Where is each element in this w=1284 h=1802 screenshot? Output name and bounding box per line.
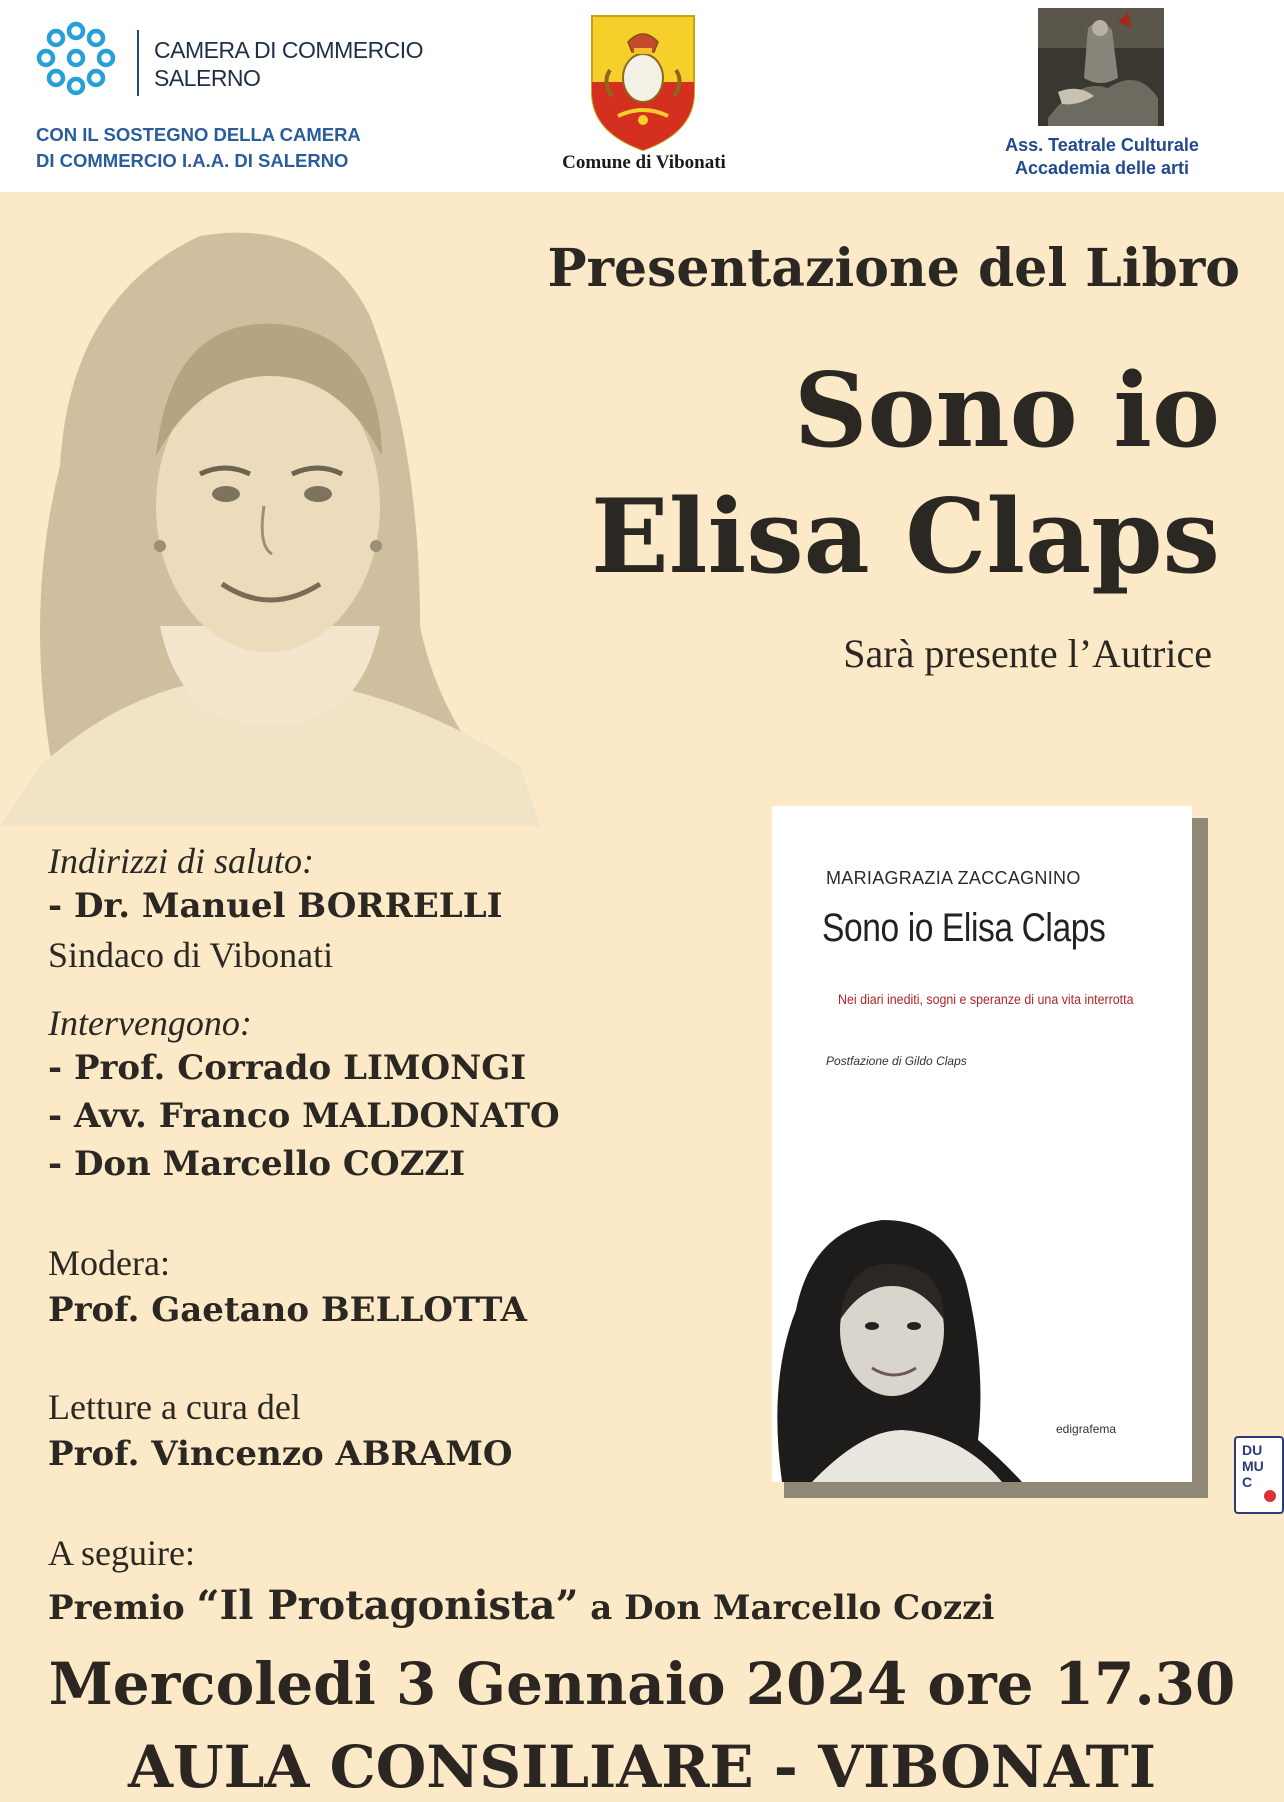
- support-line-1: CON IL SOSTEGNO DELLA CAMERA: [36, 124, 361, 145]
- book-cover-title: Sono io Elisa Claps: [822, 906, 1106, 950]
- speaker-item: - Prof. Corrado LIMONGI: [48, 1048, 527, 1088]
- stamp-line: C: [1242, 1474, 1253, 1490]
- greeting-role: Sindaco di Vibonati: [48, 935, 334, 975]
- sponsor-header: [0, 0, 1284, 192]
- vibonati-coat-of-arms-icon: [588, 12, 698, 152]
- award-line: [48, 1582, 994, 1629]
- stamp-text: [1242, 1442, 1264, 1490]
- support-line-2: DI COMMERCIO I.A.A. DI SALERNO: [36, 150, 349, 171]
- event-heading: Presentazione del Libro: [547, 238, 1240, 299]
- moderator-name: Prof. Gaetano BELLOTTA: [48, 1290, 527, 1330]
- book-title-line-2: Elisa Claps: [590, 477, 1220, 597]
- award-suffix: a Don Marcello Cozzi: [578, 1588, 995, 1628]
- award-prefix: Premio: [48, 1588, 197, 1628]
- camera-name-line-2: SALERNO: [154, 65, 261, 91]
- comune-label: Comune di Vibonati: [562, 152, 726, 173]
- book-cover: [772, 806, 1192, 1482]
- speaker-item: - Avv. Franco MALDONATO: [48, 1096, 560, 1136]
- book-title-line-1: Sono io: [793, 351, 1220, 471]
- book-cover-portrait: [772, 1210, 1022, 1482]
- award-name: “Il Protagonista”: [196, 1582, 579, 1629]
- book-cover-author: MARIAGRAZIA ZACCAGNINO: [826, 868, 1081, 888]
- stamp-line: MU: [1242, 1458, 1264, 1474]
- reader-name: Prof. Vincenzo ABRAMO: [48, 1434, 513, 1474]
- academy-line-1: Ass. Teatrale Culturale: [1005, 135, 1199, 155]
- moderator-label: Modera:: [48, 1243, 170, 1283]
- stamp-red-dot: [1264, 1490, 1276, 1502]
- logo-divider: [137, 30, 139, 96]
- readings-label: Letture a cura del: [48, 1387, 301, 1427]
- theatre-painting-icon: [1038, 8, 1164, 126]
- camera-name-line-1: CAMERA DI COMMERCIO: [154, 37, 424, 63]
- elisa-portrait-illustration: [0, 206, 540, 826]
- speakers-label: Intervengono:: [48, 1003, 252, 1043]
- academy-label: [962, 134, 1242, 180]
- camera-commercio-logo-icon: [34, 20, 118, 104]
- speaker-item: - Don Marcello COZZI: [48, 1144, 466, 1184]
- book-cover-afterword: Postfazione di Gildo Claps: [826, 1054, 967, 1068]
- book-cover-publisher: edigrafema: [1056, 1422, 1117, 1436]
- greetings-label: Indirizzi di saluto:: [48, 841, 315, 881]
- camera-support-note: [36, 122, 361, 174]
- after-label: A seguire:: [48, 1533, 195, 1573]
- book-cover-subtitle: Nei diari inediti, sogni e speranze di una vita interrotta: [838, 992, 1134, 1007]
- event-location: AULA CONSILIARE - VIBONATI: [128, 1733, 1156, 1801]
- greeting-name: - Dr. Manuel BORRELLI: [48, 886, 503, 926]
- event-date-time: Mercoledi 3 Gennaio 2024 ore 17.30: [48, 1650, 1236, 1718]
- camera-commercio-name: [154, 36, 423, 92]
- dumuc-stamp-icon: [1234, 1436, 1284, 1514]
- stamp-line: DU: [1242, 1442, 1263, 1458]
- academy-line-2: Accademia delle arti: [1014, 158, 1190, 178]
- author-presence-note: Sarà presente l’Autrice: [843, 631, 1212, 676]
